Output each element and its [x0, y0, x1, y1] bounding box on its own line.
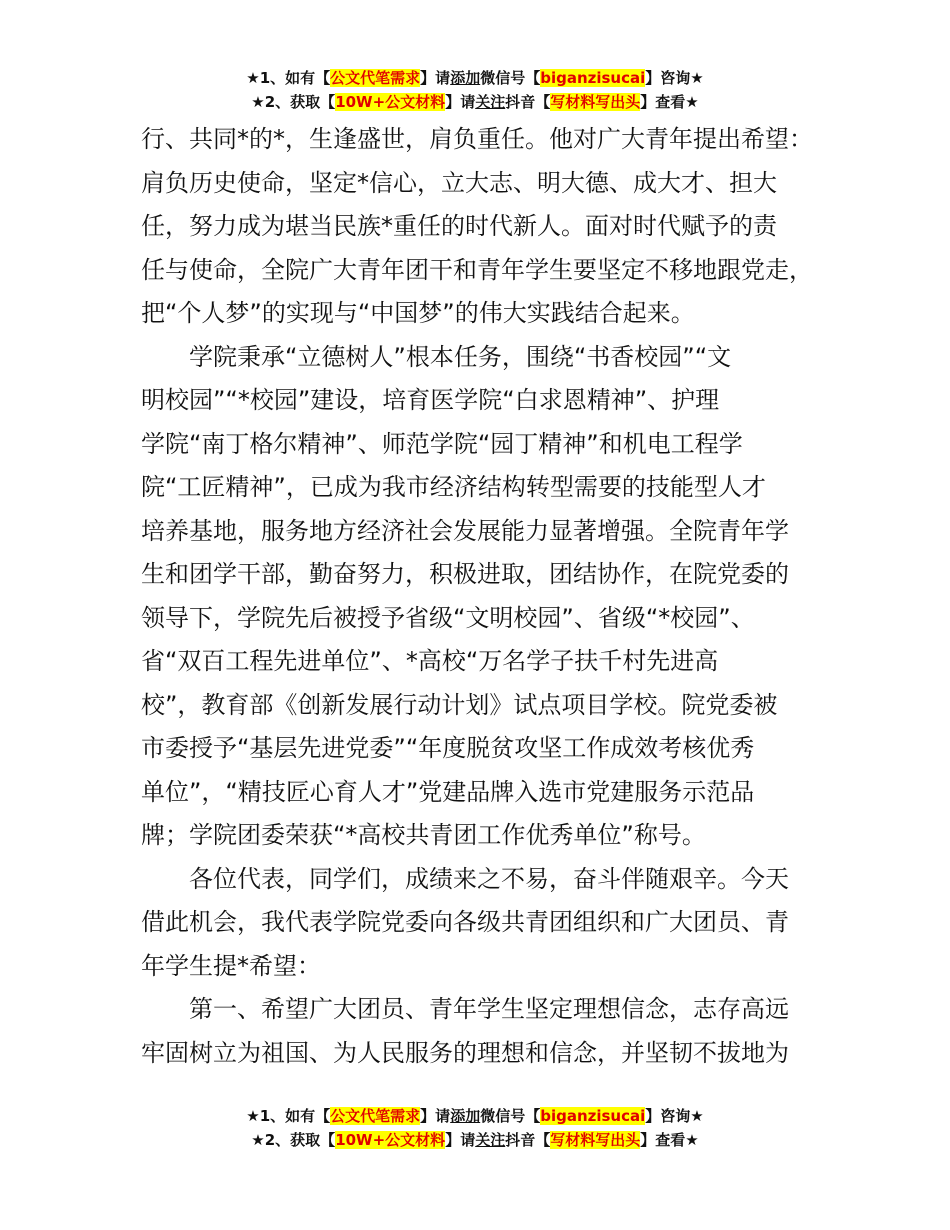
text-line: 肩负历史使命，坚定*信心，立大志、明大德、成大才、担大: [141, 168, 777, 197]
text-line: 第一、希望广大团员、青年学生坚定理想信念，志存高远: [189, 995, 789, 1023]
text-line: 院“工匠精神”，已成为我市经济结构转型需要的技能型人才: [141, 473, 766, 501]
footer-line-1: ★1、如有【公文代笔需求】请添加微信号【biganzisucai】咨询★: [246, 1107, 704, 1125]
highlight-materials: 10W+公文材料: [335, 1131, 446, 1149]
header-line-2: ★2、获取【10W+公文材料】请关注抖音【写材料写出头】查看★: [251, 93, 699, 111]
highlight-materials: 10W+公文材料: [335, 93, 446, 111]
text-line: 市委授予“基层先进党委”“年度脱贫攻坚工作成效考核优秀: [141, 734, 755, 762]
text-line: 行、共同*的*，生逢盛世，肩负重任。他对广大青年提出希望：: [141, 125, 813, 153]
paragraph-2: [141, 336, 831, 858]
text-line: 各位代表，同学们，成绩来之不易，奋斗伴随艰辛。今天: [189, 864, 789, 893]
footer-banner: [0, 1104, 950, 1152]
paragraph-4: [141, 988, 831, 1075]
highlight-douyin: 写材料写出头: [550, 1131, 641, 1149]
text-line: 牢固树立为祖国、为人民服务的理想和信念，并坚韧不拔地为: [141, 1038, 789, 1067]
footer-line-2: ★2、获取【10W+公文材料】请关注抖音【写材料写出头】查看★: [251, 1131, 699, 1149]
text-line: 省“双百工程先进单位”、*高校“万名学子扶千村先进高: [141, 647, 719, 675]
paragraph-3: [141, 858, 831, 989]
highlight-writing-service: 公文代笔需求: [330, 1107, 421, 1125]
highlight-douyin: 写材料写出头: [550, 93, 641, 111]
highlight-wechat-id: biganzisucai: [540, 1107, 646, 1125]
text-line: 明校园”“*校园”建设，培育医学院“白求恩精神”、护理: [141, 386, 720, 414]
text-line: 学院秉承“立德树人”根本任务，围绕“书香校园”“文: [189, 342, 732, 371]
text-line: 年学生提*希望：: [141, 951, 321, 980]
text-line: 生和团学干部，勤奋努力，积极进取，团结协作，在院党委的: [141, 560, 789, 588]
text-line: 把“个人梦”的实现与“中国梦”的伟大实践结合起来。: [141, 299, 695, 327]
text-line: 学院“南丁格尔精神”、师范学院“园丁精神”和机电工程学: [141, 429, 743, 458]
document-body: [141, 118, 831, 1075]
paragraph-1: [141, 118, 831, 336]
text-line: 牌；学院团委荣获“*高校共青团工作优秀单位”称号。: [141, 821, 706, 849]
highlight-writing-service: 公文代笔需求: [330, 69, 421, 87]
text-line: 培养基地，服务地方经济社会发展能力显著增强。全院青年学: [141, 516, 789, 545]
header-banner: [0, 66, 950, 114]
text-line: 校”，教育部《创新发展行动计划》试点项目学校。院党委被: [141, 690, 778, 719]
text-line: 领导下，学院先后被授予省级“文明校园”、省级“*校园”、: [141, 603, 755, 632]
text-line: 任与使命，全院广大青年团干和青年学生要坚定不移地跟党走，: [141, 255, 813, 284]
header-line-1: ★1、如有【公文代笔需求】请添加微信号【biganzisucai】咨询★: [246, 69, 704, 87]
text-line: 借此机会，我代表学院党委向各级共青团组织和广大团员、青: [141, 908, 789, 936]
text-line: 单位”，“精技匠心育人才”党建品牌入选市党建服务示范品: [141, 777, 755, 806]
text-line: 任，努力成为堪当民族*重任的时代新人。面对时代赋予的责: [141, 212, 777, 240]
highlight-wechat-id: biganzisucai: [540, 69, 646, 87]
